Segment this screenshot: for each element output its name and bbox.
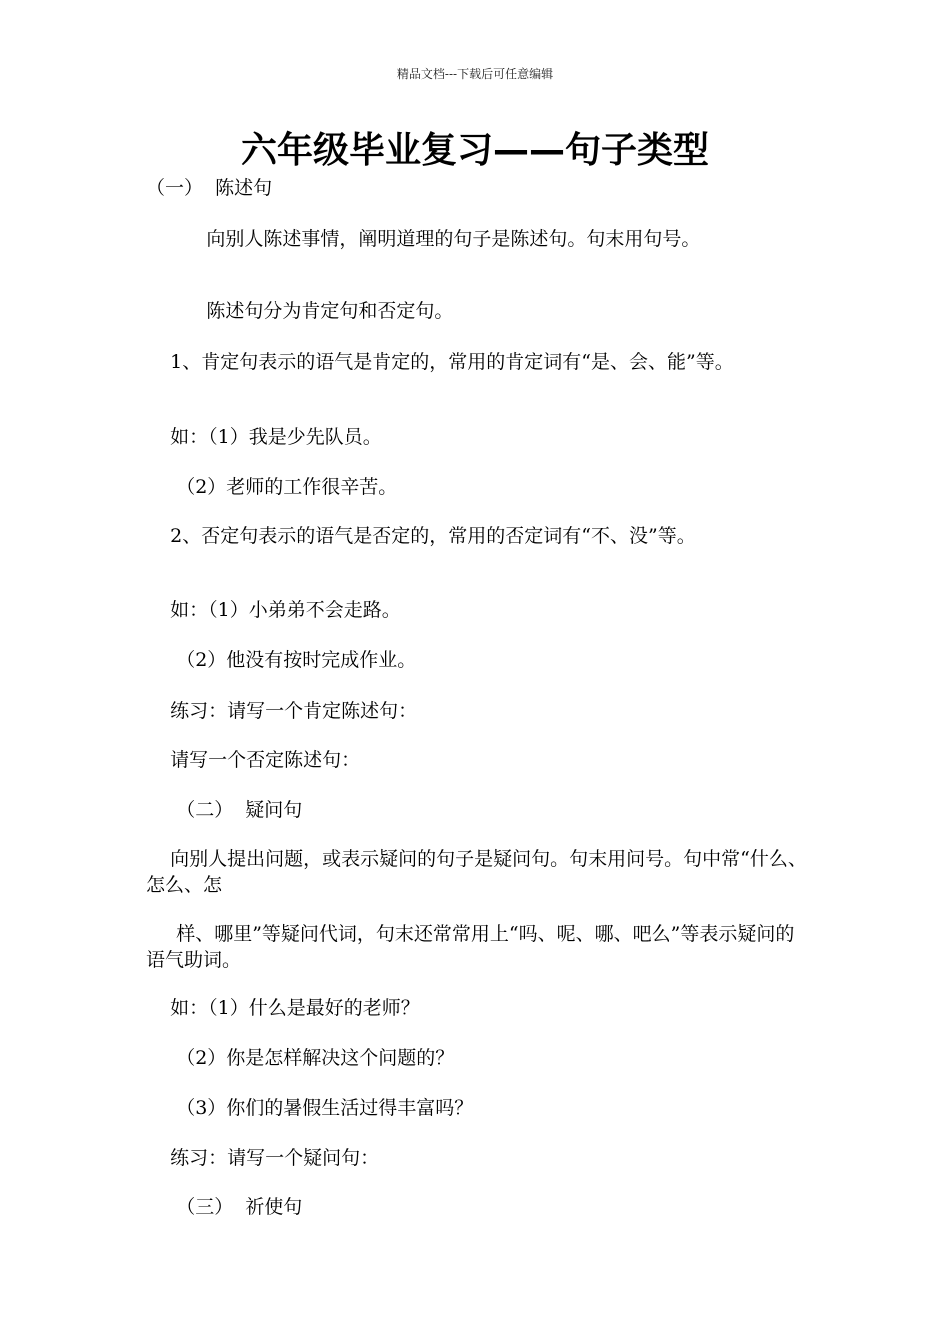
- page-header-note: 精品文档---下载后可任意编辑: [396, 67, 554, 81]
- paragraph-negative-definition: 2、否定句表示的语气是否定的，常用的否定词有“不、没”等。: [146, 525, 696, 547]
- example-affirmative-1: 如：（1）我是少先队员。: [146, 426, 382, 448]
- section-heading-imperative: （三） 祈使句: [146, 1196, 303, 1218]
- paragraph-declarative-definition: 向别人陈述事情，阐明道理的句子是陈述句。句末用句号。: [146, 228, 701, 250]
- example-interrogative-1: 如：（1）什么是最好的老师？: [146, 997, 420, 1019]
- paragraph-declarative-types: 陈述句分为肯定句和否定句。: [146, 300, 454, 322]
- section-heading-interrogative: （二） 疑问句: [146, 799, 303, 821]
- exercise-interrogative: 练习：请写一个疑问句：: [146, 1147, 380, 1169]
- example-negative-1: 如：（1）小弟弟不会走路。: [146, 599, 401, 621]
- example-interrogative-3: （3）你们的暑假生活过得丰富吗？: [146, 1097, 474, 1119]
- example-negative-2: （2）他没有按时完成作业。: [146, 649, 417, 671]
- document-title: 六年级毕业复习——句子类型: [240, 130, 709, 171]
- example-interrogative-2: （2）你是怎样解决这个问题的？: [146, 1047, 455, 1069]
- paragraph-interrogative-particles: 样、哪里”等疑问代词，句末还常常用上“吗、呢、哪、吧么”等表示疑问的语气助词。: [146, 923, 795, 971]
- exercise-negative: 请写一个否定陈述句：: [146, 749, 361, 771]
- section-heading-declarative: （一） 陈述句: [146, 177, 273, 199]
- exercise-affirmative: 练习：请写一个肯定陈述句：: [146, 700, 418, 722]
- example-affirmative-2: （2）老师的工作很辛苦。: [146, 476, 398, 498]
- paragraph-affirmative-definition: 1、肯定句表示的语气是肯定的，常用的肯定词有“是、会、能”等。: [146, 351, 734, 373]
- paragraph-interrogative-definition: 向别人提出问题，或表示疑问的句子是疑问句。句末用问号。句中常“什么、怎么、怎: [146, 848, 807, 896]
